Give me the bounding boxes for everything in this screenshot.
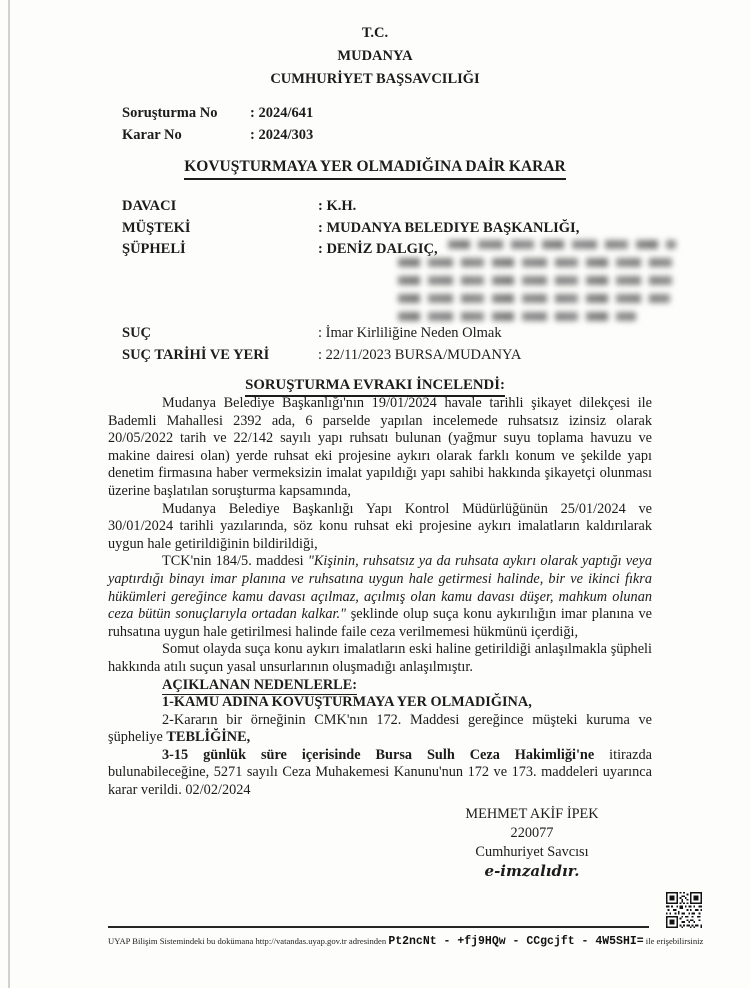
footer-access-code: Pt2ncNt - +fj9HQw - CCgcjft - 4W5SHI= [388, 935, 644, 948]
complainant-row [122, 218, 579, 240]
plaintiff-label: DAVACI [122, 198, 177, 214]
complainant-value: : MUDANYA BELEDIYE BAŞKANLIĞI, [318, 219, 580, 236]
header-city: MUDANYA [337, 48, 413, 64]
offense-value: : İmar Kirliliğine Neden Olmak [318, 325, 502, 341]
investigation-number-row [122, 103, 313, 125]
paragraph-municipality-letters: Mudanya Belediye Başkanlığı Yapı Kontrol Müdürlüğünün 25/01/2024 ve 30/01/2024 tarihli yazılarında, söz konu ruhsat eki projesine aykırı imalatların kaldırılarak uygun hale getirildiğinin bildirildiği, [108, 500, 652, 552]
suspect-label: ŞÜPHELİ [122, 241, 186, 257]
document-body [108, 395, 652, 881]
offense-label: SUÇ [122, 325, 152, 341]
redacted-line [398, 258, 676, 267]
decision-number-row [122, 125, 313, 147]
e-signature-note: e-imzalıdır. [484, 861, 580, 880]
paragraph-tck-article [108, 553, 652, 641]
decision-number-label: Karar No [122, 126, 182, 143]
offense-row [122, 323, 521, 345]
decision-item-2-text: 2-Kararın bir örneğinin CMK'nın 172. Maddesi gereğince müşteki kuruma ve şüpheliye [108, 711, 652, 746]
decision-heading [108, 677, 652, 695]
decision-number-value: : 2024/303 [250, 126, 314, 143]
investigation-number-label: Soruşturma No [122, 105, 218, 121]
decision-item-1: 1-KAMU ADINA KOVUŞTURMAYA YER OLMADIĞINA, [162, 694, 532, 711]
paragraph-conclusion: Somut olayda suça konu aykırı imalatların eski haline getirildiği anlaşılmakla şüpheli hakkında atılı suçun yasal unsurlarının oluşmadığı anlaşılmıştır. [108, 641, 652, 675]
signature-block [416, 805, 648, 881]
decision-item-3-bold: 3-15 günlük süre içerisinde Bursa Sulh Ceza Hakimliği'ne [162, 746, 595, 763]
investigation-number-value: : 2024/641 [250, 105, 314, 121]
complainant-label: MÜŞTEKİ [122, 219, 191, 236]
prosecutor-registry-no: 220077 [510, 824, 554, 841]
plaintiff-value: : K.H. [318, 198, 357, 214]
prosecutor-name: MEHMET AKİF İPEK [465, 805, 599, 822]
offense-date-label: SUÇ TARİHİ VE YERİ [122, 346, 270, 363]
qr-code-icon [666, 891, 702, 929]
offense-section [122, 323, 521, 366]
footer-access-prefix: UYAP Bilişim Sistemindeki bu dokümana http://vatandas.uyap.gov.tr adresinden [108, 936, 389, 946]
redacted-line [398, 276, 674, 285]
document-header [0, 22, 750, 91]
suspect-value: : DENİZ DALGIÇ, [318, 241, 438, 257]
decision-item-3 [108, 747, 652, 800]
prosecutor-title: Cumhuriyet Savcısı [475, 843, 589, 860]
title-wrap [0, 158, 750, 180]
tck-rest: şeklinde olup suça konu aykırılığın imar planına ve ruhsatına uygun hale getirilmesi halinde faile ceza verilmemesi hükmünü içerdiği, [108, 606, 652, 640]
offense-date-row [122, 345, 521, 367]
tck-quote: "Kişinin, ruhsatsız ya da ruhsata aykırı olarak yaptığı veya yaptırdığı binayı imar planına ve ruhsatına uygun hale getirmesi halinde, bir ve ikinci fıkra hükümleri gereğince kamu davası açılmaz, açılmış olan kamu davası düşer, mahkum olunan ceza bütün sonuçlarıyla ortadan kalkar." [108, 553, 652, 623]
decision-heading-text: AÇIKLANAN NEDENLERLE: [162, 676, 358, 693]
header-office: CUMHURİYET BAŞSAVCILIĞI [270, 71, 480, 87]
redacted-line [448, 240, 676, 249]
case-numbers [122, 103, 313, 146]
tck-intro: TCK'nin 184/5. maddesi [162, 553, 308, 570]
paragraph-complaint: Mudanya Belediye Başkanlığı'nın 19/01/2024 havale tarihli şikayet dilekçesi ile Bademli Mahallesi 2392 ada, 6 parselde yapılan incelemede ruhsatsız izinsiz olarak 20/05/2022 tarih ve 22/142 sayılı yapı ruhsatı bulunan (yağmur suyu toplama havuzu ve makine dairesi olan) yerde ruhsat eki projesine aykırı olarak farklı konum ve şekilde yapı denetim firmasına haber vermeksizin imalat yapıldığı yapı sahibi hakkında şikayetçi olunması üzerine başlatılan soruşturma kapsamında, [108, 395, 652, 499]
redacted-line [398, 312, 636, 321]
section-heading: SORUŞTURMA EVRAKI İNCELENDİ: [245, 377, 505, 397]
decision-item-2 [108, 712, 652, 747]
section-heading-wrap [0, 376, 750, 397]
footer-access-suffix: ile erişebilirsiniz [643, 936, 704, 946]
redacted-line [398, 294, 670, 303]
redacted-suspect-details [398, 240, 680, 330]
decision-item-3-text: itirazda bulunabileceğine, 5271 sayılı Ceza Muhakemesi Kanunu'nun 172 ve 173. maddeleri uyarınca karar verildi. 02/02/2024 [108, 746, 652, 799]
scanned-page-edge [8, 0, 10, 988]
decision-item-2-bold: TEBLİĞİNE, [166, 729, 251, 746]
document-title: KOVUŞTURMAYA YER OLMADIĞINA DAİR KARAR [184, 158, 566, 180]
plaintiff-row [122, 196, 579, 218]
header-country: T.C. [361, 25, 389, 41]
offense-date-value: : 22/11/2023 BURSA/MUDANYA [318, 346, 522, 363]
uyap-footer [108, 926, 704, 949]
